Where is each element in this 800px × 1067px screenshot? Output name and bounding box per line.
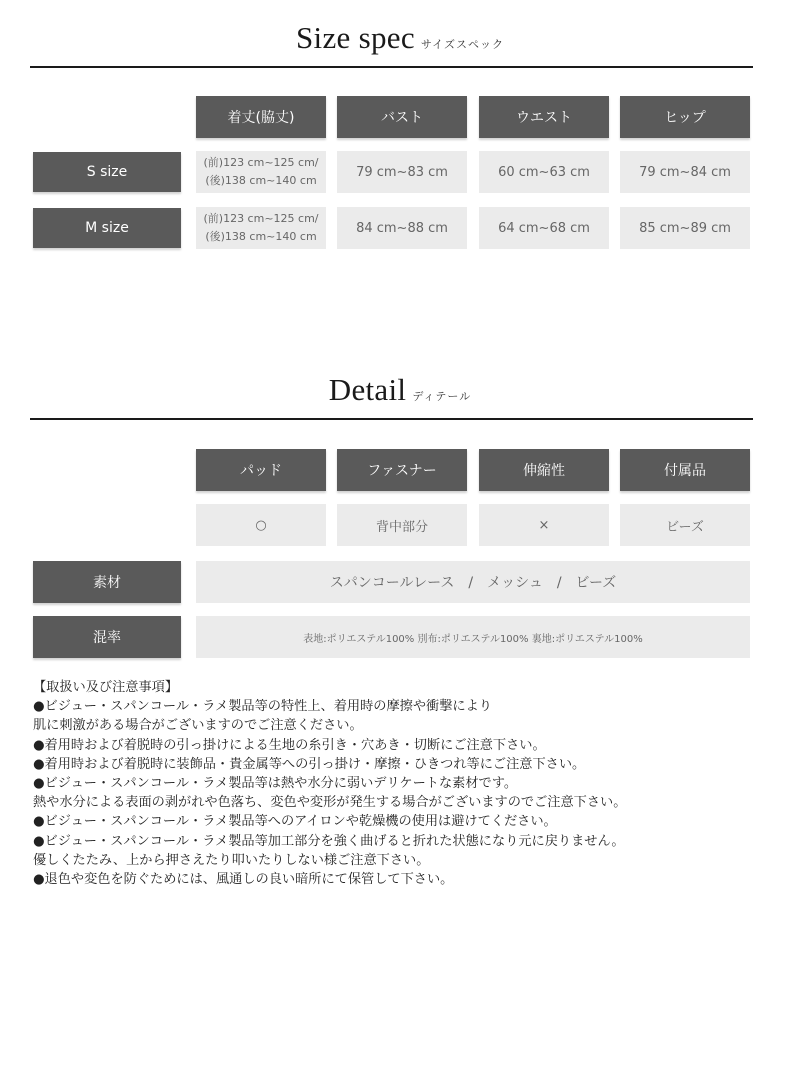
m-bust-cell: 84 cm~88 cm bbox=[337, 207, 467, 249]
row-label-s-size: S size bbox=[33, 152, 181, 192]
size-spec-title-jp: サイズスペック bbox=[420, 38, 505, 51]
header-bust: バスト bbox=[337, 96, 467, 138]
header-accessories: 付属品 bbox=[620, 449, 750, 491]
header-pad: パッド bbox=[196, 449, 326, 491]
note-line: 優しくたたみ、上から押さえたり叩いたりしない様ご注意下さい。 bbox=[33, 852, 430, 868]
material-label: 素材 bbox=[33, 561, 181, 603]
detail-title-en: Detail bbox=[328, 372, 407, 407]
header-stretch: 伸縮性 bbox=[479, 449, 609, 491]
m-length-cell bbox=[196, 207, 326, 249]
m-hip-cell: 85 cm~89 cm bbox=[620, 207, 750, 249]
size-spec-divider bbox=[30, 66, 753, 68]
s-waist-cell: 60 cm~63 cm bbox=[479, 151, 609, 193]
note-line: ●退色や変色を防ぐためには、風通しの良い暗所にて保管して下さい。 bbox=[33, 872, 454, 888]
s-length-back: (後)138 cm~140 cm bbox=[205, 174, 317, 187]
s-hip-cell: 79 cm~84 cm bbox=[620, 151, 750, 193]
s-length-cell bbox=[196, 151, 326, 193]
s-bust-cell: 79 cm~83 cm bbox=[337, 151, 467, 193]
zipper-value: 背中部分 bbox=[337, 504, 467, 546]
note-line: ●ビジュー・スパンコール・ラメ製品等へのアイロンや乾燥機の使用は避けてください。 bbox=[33, 814, 557, 830]
detail-title bbox=[0, 372, 800, 408]
header-hip: ヒップ bbox=[620, 96, 750, 138]
row-label-m-size: M size bbox=[33, 208, 181, 248]
material-value: スパンコールレース / メッシュ / ビーズ bbox=[196, 561, 750, 603]
size-spec-title bbox=[0, 20, 800, 56]
note-line: 熱や水分による表面の剥がれや色落ち、変色や変形が発生する場合がございますのでご注意下さい。 bbox=[33, 795, 627, 811]
note-line: ●ビジュー・スパンコール・ラメ製品等加工部分を強く曲げると折れた状態になり元に戻りません。 bbox=[33, 833, 625, 849]
m-waist-cell: 64 cm~68 cm bbox=[479, 207, 609, 249]
notes-heading: 【取扱い及び注意事項】 bbox=[33, 680, 179, 695]
note-line: ●着用時および着脱時に装飾品・貴金属等への引っ掛け・摩擦・ひきつれ等にご注意下さい。 bbox=[33, 756, 586, 772]
note-line: ●ビジュー・スパンコール・ラメ製品等は熱や水分に弱いデリケートな素材です。 bbox=[33, 776, 518, 792]
blend-label: 混率 bbox=[33, 616, 181, 658]
size-spec-title-en: Size spec bbox=[295, 20, 415, 55]
m-length-front: (前)123 cm~125 cm/ bbox=[203, 212, 319, 225]
header-waist: ウエスト bbox=[479, 96, 609, 138]
s-length-front: (前)123 cm~125 cm/ bbox=[203, 156, 319, 169]
detail-divider bbox=[30, 418, 753, 420]
accessories-value: ビーズ bbox=[620, 504, 750, 546]
header-length: 着丈(脇丈) bbox=[196, 96, 326, 138]
care-notes bbox=[33, 678, 778, 889]
blend-value: 表地:ポリエステル100% 別布:ポリエステル100% 裏地:ポリエステル100% bbox=[196, 616, 750, 658]
note-line: 肌に刺激がある場合がございますのでご注意ください。 bbox=[33, 718, 363, 734]
detail-title-jp: ディテール bbox=[412, 390, 472, 403]
stretch-value: × bbox=[479, 504, 609, 546]
header-zipper: ファスナー bbox=[337, 449, 467, 491]
note-line: ●着用時および着脱時の引っ掛けによる生地の糸引き・穴あき・切断にご注意下さい。 bbox=[33, 737, 546, 753]
m-length-back: (後)138 cm~140 cm bbox=[205, 230, 317, 243]
pad-value: ○ bbox=[196, 504, 326, 546]
note-line: ●ビジュー・スパンコール・ラメ製品等の特性上、着用時の摩擦や衝撃により bbox=[33, 699, 492, 715]
